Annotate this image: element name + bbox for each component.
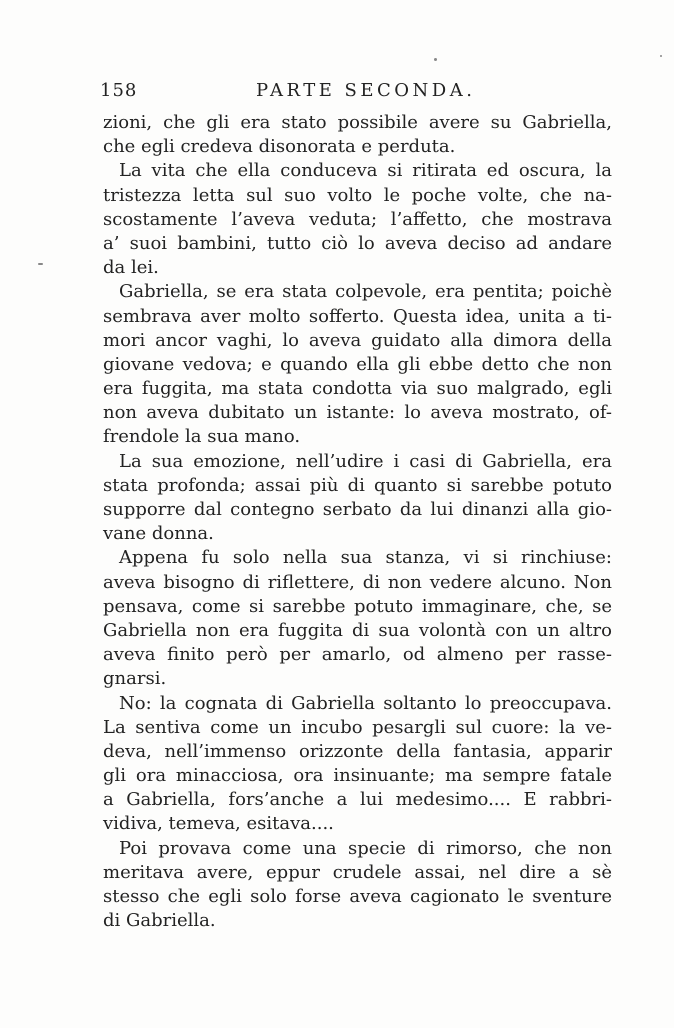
text-line: zioni, che gli era stato possibile avere su Gabriella, bbox=[103, 112, 612, 133]
text-line: da lei. bbox=[103, 257, 159, 279]
text-line: aveva finito però per amarlo, od almeno per rasse- bbox=[103, 644, 612, 666]
text-line: scostamente l’aveva veduta; l’affetto, che mostrava bbox=[103, 208, 612, 230]
text-line: non aveva dubitato un istante: lo aveva mostrato, of- bbox=[103, 402, 612, 424]
text-line: aveva bisogno di riflettere, di non vedere alcuno. Non bbox=[103, 571, 612, 593]
text-line: mori ancor vaghi, lo aveva guidato alla dimora della bbox=[103, 329, 612, 351]
text-line: vane donna. bbox=[103, 523, 214, 545]
text-line: stesso che egli solo forse aveva cagionato le sventure bbox=[103, 886, 612, 907]
text-line: pensava, come si sarebbe potuto immaginare, che, se bbox=[103, 595, 612, 617]
paper-speck bbox=[434, 58, 437, 61]
text-line: No: la cognata di Gabriella soltanto lo preoccupava. bbox=[119, 692, 612, 714]
text-line: Gabriella, se era stata colpevole, era pentita; poichè bbox=[119, 281, 612, 303]
running-head: PARTE SECONDA. bbox=[256, 80, 476, 101]
text-line: che egli credeva disonorata e perduta. bbox=[103, 136, 456, 158]
text-line: stata profonda; assai più di quanto si sarebbe potuto bbox=[103, 474, 612, 496]
text-line: La sua emozione, nell’udire i casi di Gabriella, era bbox=[119, 450, 612, 472]
text-line: giovane vedova; e quando ella gli ebbe detto che non bbox=[103, 353, 612, 375]
text-line: supporre dal contegno serbato da lui dinanzi alla gio- bbox=[103, 499, 612, 520]
text-line: deva, nell’immenso orizzonte della fantasia, apparir bbox=[103, 740, 612, 762]
text-line: frendole la sua mano. bbox=[103, 426, 301, 448]
text-line: gnarsi. bbox=[103, 668, 167, 690]
text-line: Gabriella non era fuggita di sua volontà con un altro bbox=[103, 619, 612, 641]
text-line: vidiva, temeva, esitava.... bbox=[103, 813, 334, 835]
text-line: tristezza letta sul suo volto le poche volte, che na- bbox=[103, 184, 612, 206]
text-line: Poi provava come una specie di rimorso, che non bbox=[119, 837, 612, 859]
text-line: meritava avere, eppur crudele assai, nel dire a sè bbox=[103, 861, 612, 883]
text-line: era fuggita, ma stata condotta via suo malgrado, egli bbox=[103, 378, 612, 400]
paper-speck bbox=[38, 263, 43, 265]
body-text bbox=[103, 111, 612, 933]
text-line: sembrava aver molto sofferto. Questa idea, unita a ti- bbox=[103, 305, 612, 327]
text-line: La vita che ella conduceva si ritirata ed oscura, la bbox=[119, 160, 612, 182]
page-number: 158 bbox=[100, 80, 138, 101]
text-line: La sentiva come un incubo pesargli sul cuore: la ve- bbox=[103, 716, 612, 738]
text-line: Appena fu solo nella sua stanza, vi si rinchiuse: bbox=[119, 547, 612, 569]
page-header bbox=[100, 80, 612, 104]
text-line: di Gabriella. bbox=[103, 910, 216, 932]
text-line: a Gabriella, fors’anche a lui medesimo.... E rabbri- bbox=[103, 789, 612, 811]
text-line: gli ora minacciosa, ora insinuante; ma sempre fatale bbox=[103, 765, 612, 787]
text-line: a’ suoi bambini, tutto ciò lo aveva deciso ad andare bbox=[103, 232, 612, 254]
paper-speck bbox=[660, 55, 662, 57]
